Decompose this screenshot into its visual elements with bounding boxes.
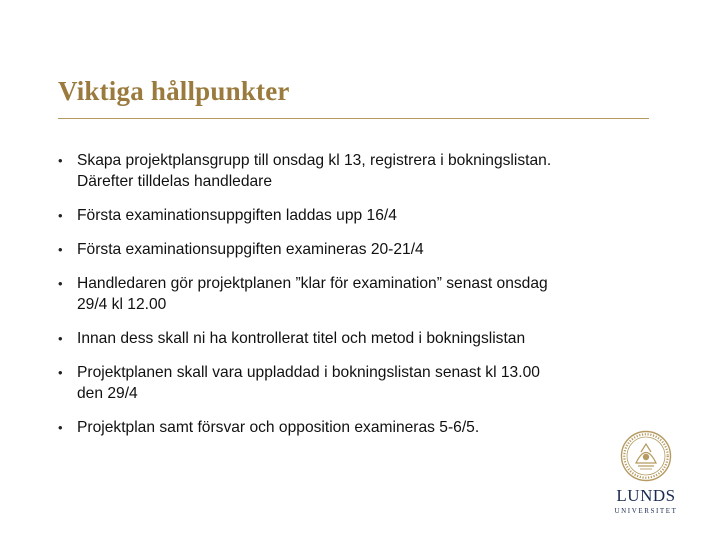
bullet-list xyxy=(58,150,658,451)
bullet-marker: • xyxy=(58,276,63,291)
bullet-marker: • xyxy=(58,365,63,380)
bullet-text-line: Därefter tilldelas handledare xyxy=(77,173,273,190)
bullet-marker: • xyxy=(58,331,63,346)
bullet-text-line: 29/4 kl 12.00 xyxy=(77,296,167,313)
bullet-text-line: Projektplanen skall vara uppladdad i bokningslistan senast kl 13.00 xyxy=(77,364,540,381)
bullet-text-line: Skapa projektplansgrupp till onsdag kl 13, registrera i bokningslistan. xyxy=(77,152,552,169)
university-logo xyxy=(606,430,686,520)
bullet-text-line: Första examinationsuppgiften examineras 20-21/4 xyxy=(77,241,424,258)
bullet-item xyxy=(58,273,658,315)
bullet-marker: • xyxy=(58,242,63,257)
bullet-marker: • xyxy=(58,153,63,168)
logo-wordmark: LUNDS xyxy=(616,486,676,505)
bullet-text-line: Projektplan samt försvar och opposition examineras 5-6/5. xyxy=(77,419,480,436)
bullet-text-line: Innan dess skall ni ha kontrollerat titel och metod i bokningslistan xyxy=(77,330,526,347)
bullet-item xyxy=(58,328,658,349)
bullet-text-line: Första examinationsuppgiften laddas upp 16/4 xyxy=(77,207,397,224)
bullet-item xyxy=(58,150,658,192)
bullet-marker: • xyxy=(58,208,63,223)
bullet-text-line: Handledaren gör projektplanen ”klar för examination” senast onsdag xyxy=(77,275,548,292)
bullet-item xyxy=(58,417,658,438)
bullet-marker: • xyxy=(58,420,63,435)
university-seal-icon xyxy=(620,430,672,482)
title-divider xyxy=(58,118,649,119)
slide-title: Viktiga hållpunkter xyxy=(58,76,290,106)
bullet-item xyxy=(58,239,658,260)
bullet-item xyxy=(58,205,658,226)
bullet-text-line: den 29/4 xyxy=(77,385,138,402)
bullet-item xyxy=(58,362,658,404)
logo-subtitle: UNIVERSITET xyxy=(614,507,678,515)
